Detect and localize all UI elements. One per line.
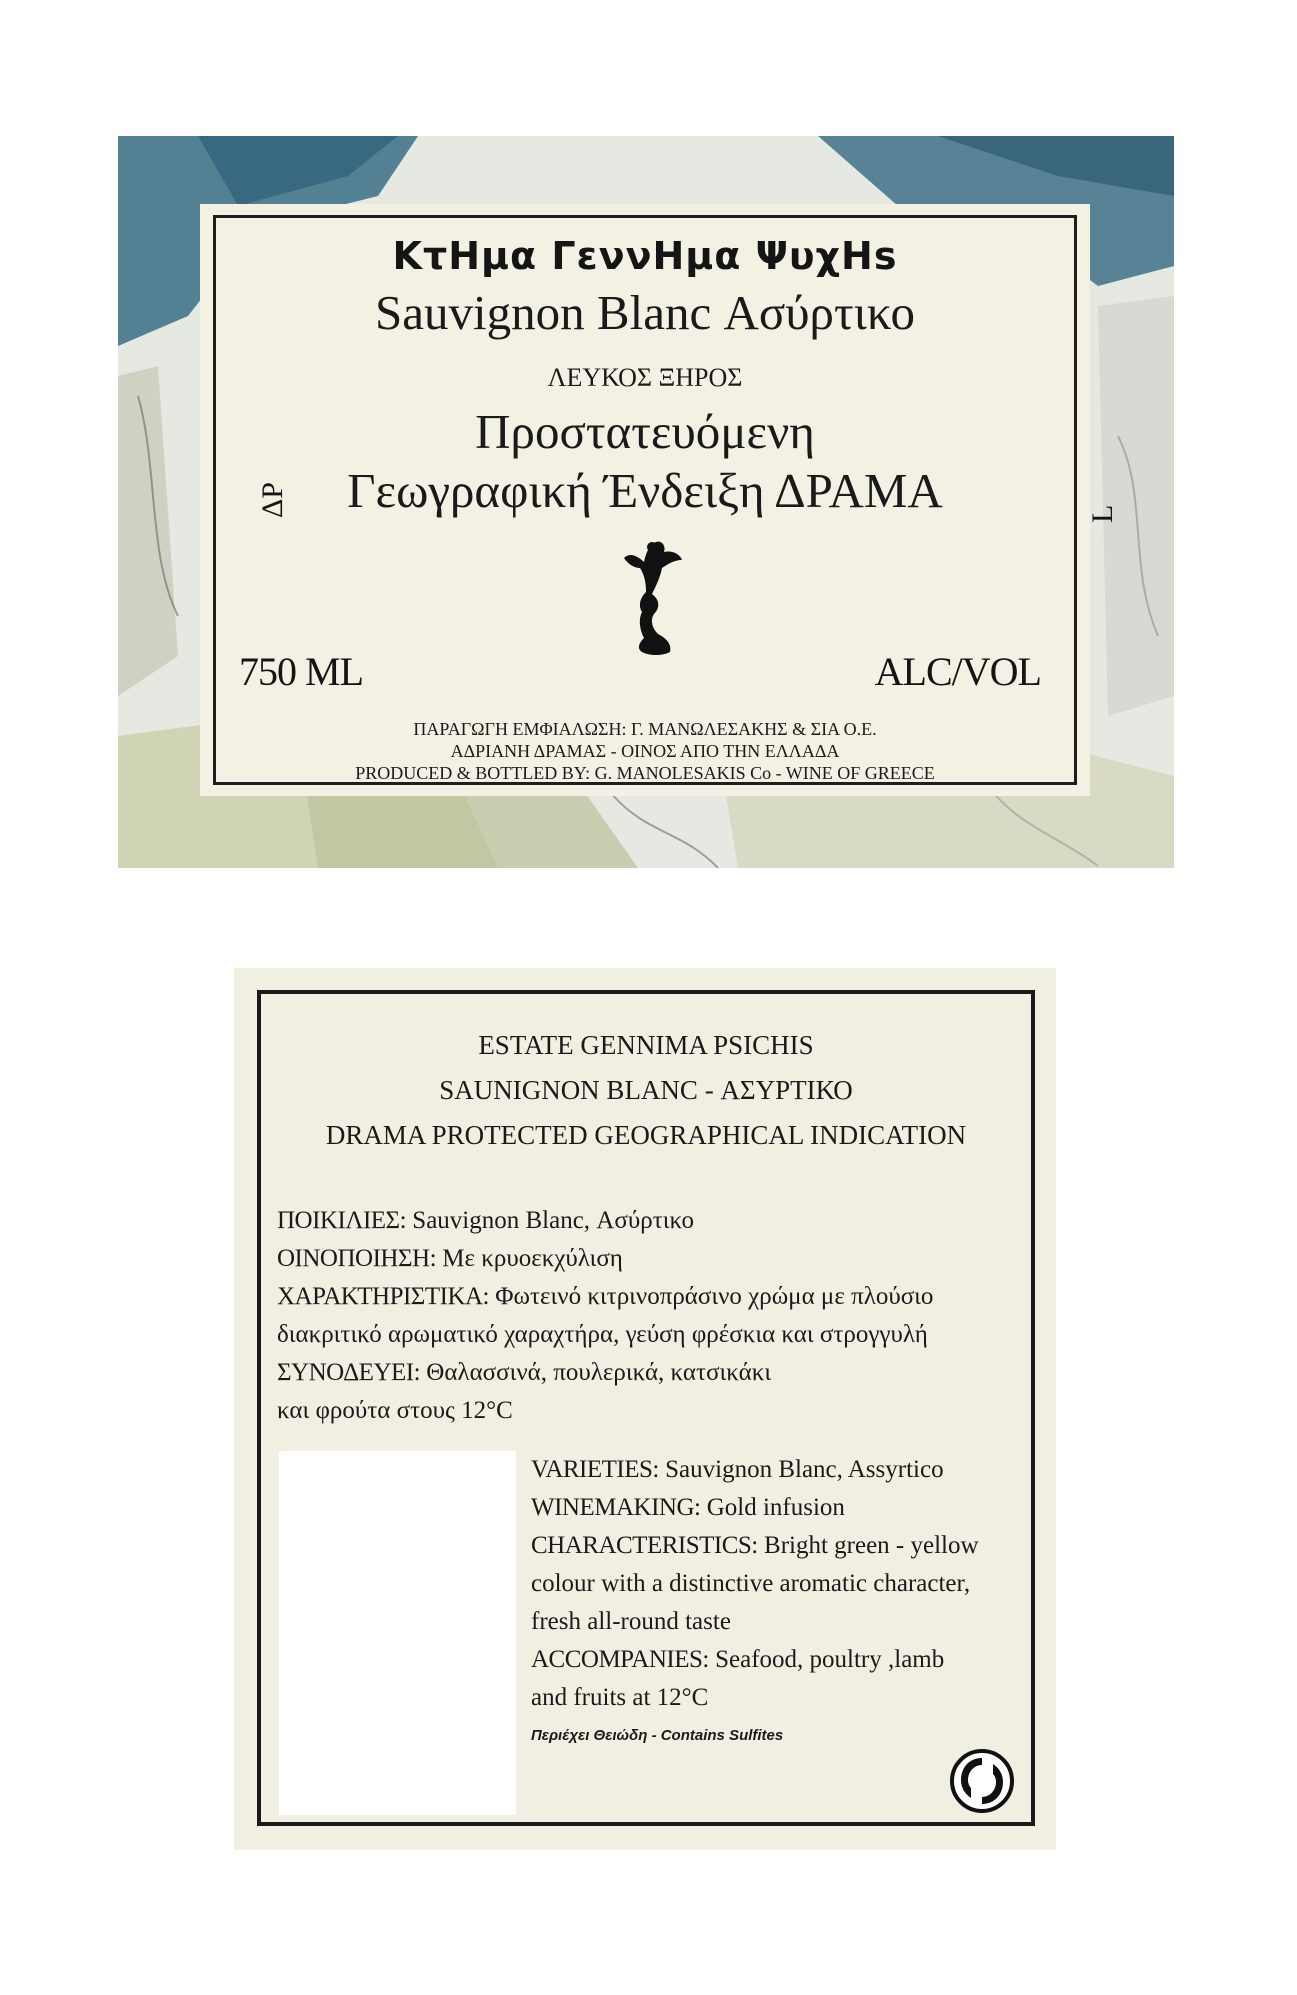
dancing-figures-icon xyxy=(616,538,686,658)
greek-accompanies-value: Θαλασσινά, πουλερικά, κατσικάκι xyxy=(420,1359,772,1386)
greek-characteristics-cont: διακριτικό αρωματικό χαραχτήρα, γεύση φρέσκια και στρογγυλή xyxy=(277,1321,928,1348)
english-accompanies-value: Seafood, poultry ,lamb xyxy=(708,1646,945,1673)
english-accompanies xyxy=(531,1641,1021,1679)
greek-accompanies-label: ΣΥΝΟΔΕΥΕΙ: xyxy=(277,1359,421,1386)
greek-varieties-value: Sauvignon Blanc, Ασύρτικο xyxy=(406,1207,695,1234)
back-frame xyxy=(257,990,1035,1826)
back-title-estate: ESTATE GENNIMA PSICHIS xyxy=(478,1030,814,1060)
english-description xyxy=(531,1451,1021,1717)
volume: 750 ML xyxy=(239,649,363,694)
greek-accompanies xyxy=(277,1354,1017,1392)
english-characteristics-cont: colour with a distinctive aromatic character, xyxy=(531,1570,971,1597)
front-label xyxy=(118,136,1174,868)
alcohol: ALC/VOL xyxy=(874,649,1041,694)
sulfites-notice: Περιέχει Θειώδη - Contains Sulfites xyxy=(531,1727,784,1744)
producer-line: PRODUCED & BOTTLED BY: G. MANOLESAKIS Co - WINE OF GREECE xyxy=(355,763,935,783)
greek-varieties xyxy=(277,1202,1017,1240)
wine-type: ΛΕΥΚΟΣ ΞΗΡΟΣ xyxy=(547,363,743,392)
english-accompanies-cont: and fruits at 12°C xyxy=(531,1684,709,1711)
english-winemaking-value: Gold infusion xyxy=(700,1494,845,1521)
front-card xyxy=(200,204,1119,796)
greek-characteristics xyxy=(277,1278,1017,1316)
english-characteristics-label: CHARACTERISTICS: xyxy=(531,1532,758,1559)
greek-accompanies-cont: και φρούτα στους 12°C xyxy=(277,1397,513,1424)
producer-line: ΠΑΡΑΓΩΓΗ ΕΜΦΙΑΛΩΣΗ: Γ. ΜΑΝΩΛΕΣΑΚΗΣ & ΣΙΑ Ο.Ε. xyxy=(413,719,877,739)
greek-varieties-label: ΠΟΙΚΙΛΙΕΣ: xyxy=(277,1207,407,1234)
front-frame xyxy=(213,215,1119,785)
side-code-left: ΔΡ xyxy=(256,482,289,518)
greek-winemaking xyxy=(277,1240,1017,1278)
english-characteristics-cont2: fresh all-round taste xyxy=(531,1608,731,1635)
english-winemaking xyxy=(531,1489,1021,1527)
recycle-icon xyxy=(949,1748,1015,1814)
english-characteristics-value: Bright green - yellow xyxy=(757,1532,979,1559)
greek-characteristics-value: Φωτεινό κιτρινοπράσινο χρώμα με πλούσιο xyxy=(489,1283,934,1310)
english-accompanies-label: ACCOMPANIES: xyxy=(531,1646,709,1673)
side-code-right: L xyxy=(1086,504,1119,523)
english-varieties xyxy=(531,1451,1021,1489)
english-characteristics xyxy=(531,1527,1021,1565)
producer-info xyxy=(216,718,1074,784)
wine-name: Sauvignon Blanc Ασύρτικο xyxy=(375,285,915,340)
back-title-varietal: SAUNIGNON BLANC - ΑΣΥΡΤΙΚΟ xyxy=(439,1075,853,1105)
producer-line: ΑΔΡΙΑΝΗ ΔΡΑΜΑΣ - ΟΙΝΟΣ ΑΠΟ ΤΗΝ ΕΛΛΑΔΑ xyxy=(450,741,840,761)
english-winemaking-label: WINEMAKING: xyxy=(531,1494,701,1521)
brand-name: ΚτΗμα ΓεννΗμα ΨυχΗs xyxy=(392,234,898,278)
greek-description xyxy=(277,1202,1017,1430)
back-label xyxy=(234,968,1056,1850)
greek-winemaking-value: Με κρυοεκχύλιση xyxy=(436,1245,623,1272)
pgi-line-1: Προστατευόμενη xyxy=(475,404,815,459)
back-title-pgi: DRAMA PROTECTED GEOGRAPHICAL INDICATION xyxy=(325,1120,967,1150)
pgi-line-2: Γεωγραφική Ένδειξη ΔΡΑΜΑ xyxy=(347,463,943,518)
greek-characteristics-label: ΧΑΡΑΚΤΗΡΙΣΤΙΚΑ: xyxy=(277,1283,490,1310)
english-varieties-label: VARIETIES: xyxy=(531,1456,659,1483)
english-varieties-value: Sauvignon Blanc, Assyrtico xyxy=(658,1456,944,1483)
greek-winemaking-label: ΟΙΝΟΠΟΙΗΣΗ: xyxy=(277,1245,437,1272)
barcode-placeholder xyxy=(279,1451,516,1815)
